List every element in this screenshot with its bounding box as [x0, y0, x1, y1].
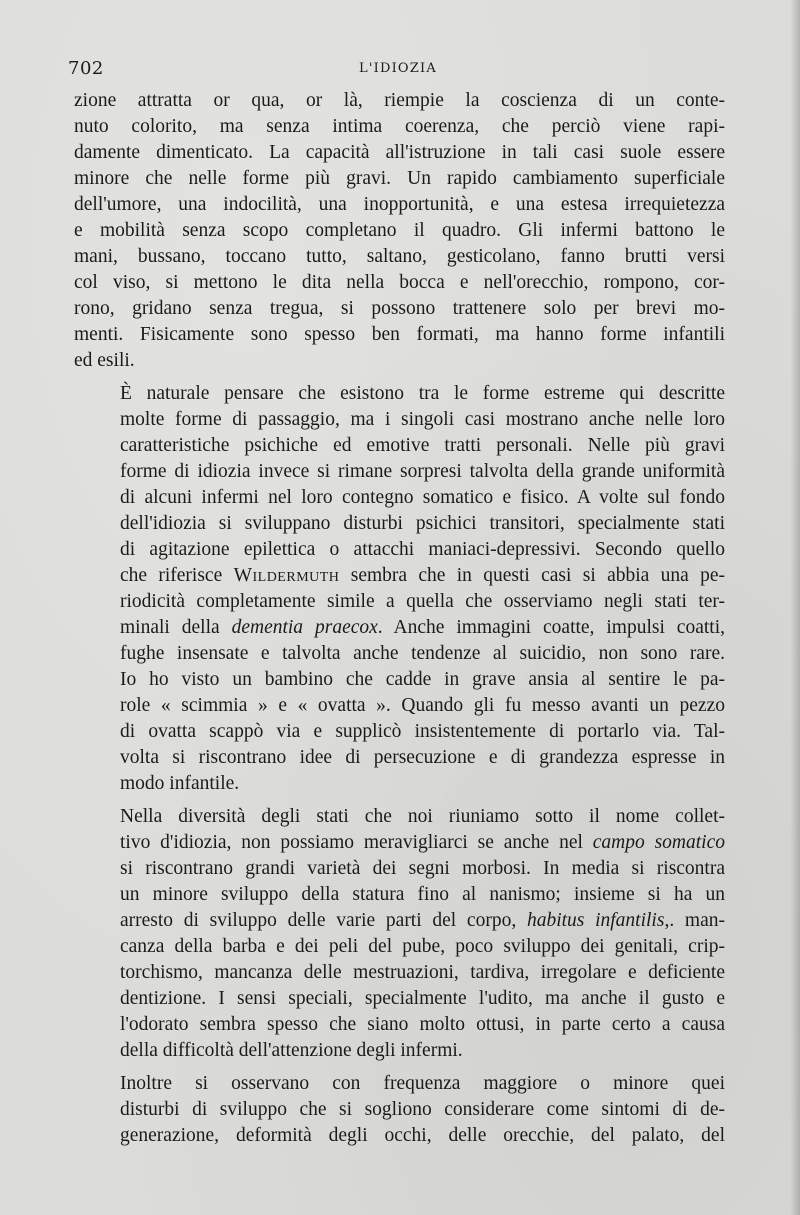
chapter-title: L'IDIOZIA	[359, 61, 437, 76]
text-line: minali della dementia praecox. Anche immagini coatte, impulsi coatti,	[120, 617, 725, 638]
text-line: caratteristiche psichiche ed emotive tratti personali. Nelle più gravi	[120, 435, 725, 456]
text-line: generazione, deformità degli occhi, delle orecchie, del palato, del	[120, 1125, 725, 1146]
text-line: Nella diversità degli stati che noi riuniamo sotto il nome collet-	[120, 806, 725, 827]
text-line: si riscontrano grandi varietà dei segni morbosi. In media si riscontra	[120, 858, 725, 879]
text-line: tivo d'idiozia, non possiamo meravigliarci se anche nel campo somatico	[120, 832, 725, 853]
author-name: Wildermuth	[233, 565, 340, 586]
text-line: dell'idiozia si sviluppano disturbi psichici transitori, specialmente stati	[120, 513, 725, 534]
text-line: riodicità completamente simile a quella che osserviamo negli stati ter-	[120, 591, 725, 612]
text-line: mani, bussano, toccano tutto, saltano, gesticolano, fanno brutti versi	[74, 246, 725, 267]
running-header	[68, 58, 728, 82]
text-line: di agitazione epilettica o attacchi maniaci-depressivi. Secondo quello	[120, 539, 725, 560]
text-line: Io ho visto un bambino che cadde in grave ansia al sentire le pa-	[120, 669, 725, 690]
text-line: role « scimmia » e « ovatta ». Quando gli fu messo avanti un pezzo	[120, 695, 725, 716]
italic-term: campo somatico	[592, 832, 725, 853]
text-line: volta si riscontrano idee di persecuzione e di grandezza espresse in	[120, 747, 725, 768]
text-line: della difficoltà dell'attenzione degli infermi.	[120, 1040, 463, 1061]
text-line: un minore sviluppo della statura fino al nanismo; insieme si ha un	[120, 884, 725, 905]
text-line: Inoltre si osservano con frequenza maggiore o minore quei	[120, 1073, 725, 1094]
paragraph-4	[74, 1071, 725, 1149]
text-line: modo infantile.	[120, 773, 240, 794]
text-line: forme di idiozia invece si rimane sorpresi talvolta della grande uniformità	[120, 461, 725, 482]
text-line: di ovatta scappò via e supplicò insistentemente di portarlo via. Tal-	[120, 721, 725, 742]
paragraph-3	[74, 804, 725, 1064]
text-line: canza della barba e dei peli del pube, poco sviluppo dei genitali, crip-	[120, 936, 725, 957]
text-line: ed esili.	[74, 350, 135, 371]
text-line: e mobilità senza scopo completano il quadro. Gli infermi battono le	[74, 220, 725, 241]
text-line: È naturale pensare che esistono tra le forme estreme qui descritte	[120, 383, 725, 404]
paragraph-2	[74, 381, 725, 797]
text-line: dentizione. I sensi speciali, specialmente l'udito, ma anche il gusto e	[120, 988, 725, 1009]
text-line: col viso, si mettono le dita nella bocca e nell'orecchio, rompono, cor-	[74, 272, 725, 293]
text-line: minore che nelle forme più gravi. Un rapido cambiamento superficiale	[74, 168, 725, 189]
text-line: di alcuni infermi nel loro contegno somatico e fisico. A volte sul fondo	[120, 487, 725, 508]
text-line: menti. Fisicamente sono spesso ben formati, ma hanno forme infantili	[74, 324, 725, 345]
paragraph-1	[74, 88, 725, 374]
text-line: dell'umore, una indocilità, una inopportunità, e una estesa irrequietezza	[74, 194, 725, 215]
body-text	[74, 88, 725, 1149]
text-line: l'odorato sembra spesso che siano molto ottusi, in parte certo a causa	[120, 1014, 725, 1035]
text-line: che riferisce Wildermuth sembra che in questi casi si abbia una pe-	[120, 565, 725, 586]
text-line: rono, gridano senza tregua, si possono trattenere solo per brevi mo-	[74, 298, 725, 319]
italic-term: dementia praecox	[231, 617, 378, 638]
text-line: disturbi di sviluppo che si sogliono considerare come sintomi di de-	[120, 1099, 725, 1120]
page-number: 702	[68, 58, 104, 79]
italic-term: habitus infantilis	[526, 910, 665, 931]
text-line: nuto colorito, ma senza intima coerenza, che perciò viene rapi-	[74, 116, 725, 137]
text-line: fughe insensate e talvolta anche tendenze al suicidio, non sono rare.	[120, 643, 725, 664]
text-line: zione attratta or qua, or là, riempie la coscienza di un conte-	[74, 90, 725, 111]
text-line: molte forme di passaggio, ma i singoli casi mostrano anche nelle loro	[120, 409, 725, 430]
text-line: torchismo, mancanza delle mestruazioni, tardiva, irregolare e deficiente	[120, 962, 725, 983]
text-line: arresto di sviluppo delle varie parti del corpo, habitus infantilis,. man-	[120, 910, 725, 931]
text-line: damente dimenticato. La capacità all'istruzione in tali casi suole essere	[74, 142, 725, 163]
